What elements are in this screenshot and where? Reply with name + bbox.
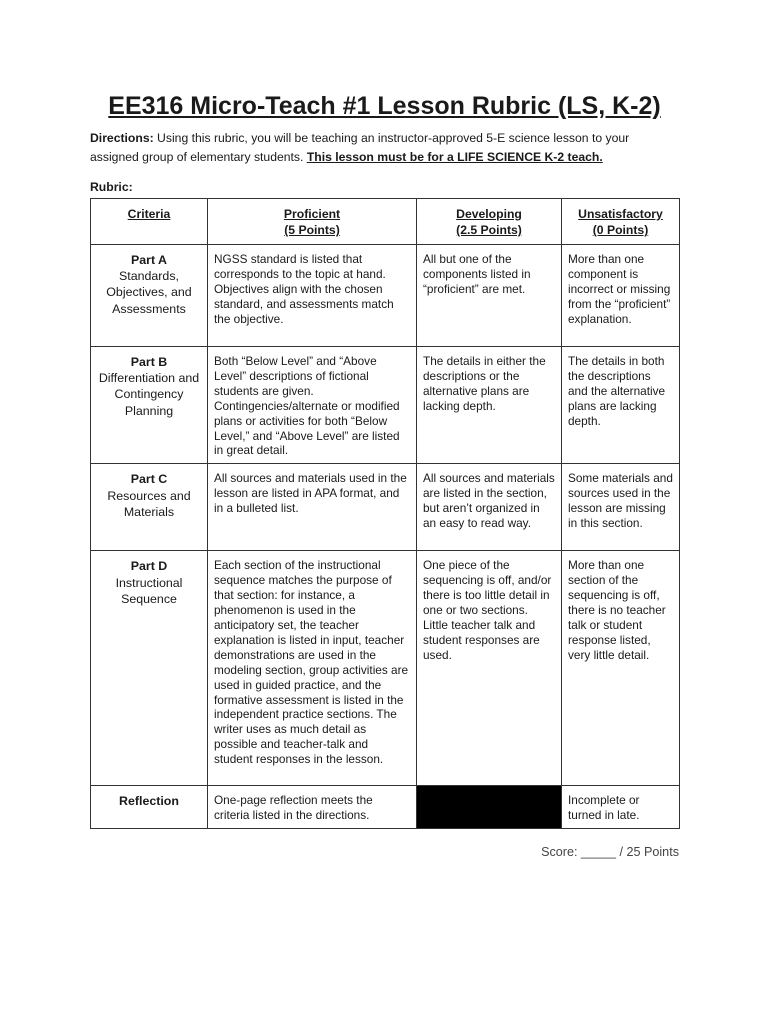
criteria-cell — [91, 245, 208, 347]
unsatisfactory-cell: More than one section of the sequencing is off, there is no teacher talk or student response listed, very little detail. — [562, 551, 680, 786]
part-label: Part B — [130, 355, 168, 369]
header-proficient-points: (5 Points) — [284, 223, 340, 237]
part-label: Part D — [130, 559, 168, 574]
header-row — [91, 199, 680, 245]
directions-paragraph — [90, 129, 679, 166]
header-unsatisfactory-points: (0 Points) — [592, 223, 649, 237]
rubric-table — [90, 198, 680, 829]
unsatisfactory-cell: The details in both the descriptions and the alternative plans are lacking depth. — [562, 347, 680, 464]
criteria-cell — [91, 786, 208, 829]
directions-emphasis: This lesson must be for a LIFE SCIENCE K-2 teach. — [306, 149, 603, 164]
page-title: EE316 Micro-Teach #1 Lesson Rubric (LS, K-2) — [108, 92, 661, 120]
rubric-page — [90, 92, 679, 865]
proficient-cell: NGSS standard is listed that corresponds to the topic at hand. Objectives align with the chosen standard, and assessments match the objective. — [208, 245, 417, 347]
part-label: Part C — [130, 472, 168, 487]
blackout-cell — [417, 786, 562, 829]
table-row-reflection — [91, 786, 680, 829]
header-unsatisfactory-label: Unsatisfactory — [578, 207, 663, 221]
header-criteria — [91, 199, 208, 245]
score-line: Score: _____ / 25 Points — [541, 845, 679, 860]
rubric-label: Rubric: — [90, 180, 133, 194]
proficient-cell: All sources and materials used in the lesson are listed in APA format, and in a bulleted list. — [208, 464, 417, 551]
part-label: Part A — [130, 253, 168, 267]
criteria-name: Instructional Sequence — [115, 575, 183, 606]
part-label: Reflection — [119, 794, 179, 809]
header-developing-points: (2.5 Points) — [456, 223, 522, 237]
developing-cell: One piece of the sequencing is off, and/or there is too little detail in one or two sections. Little teacher talk and student responses are used. — [417, 551, 562, 786]
header-proficient — [208, 199, 417, 245]
table-row-part-b — [91, 347, 680, 464]
directions-label: Directions: — [90, 131, 154, 145]
criteria-cell — [91, 347, 208, 464]
header-developing — [417, 199, 562, 245]
directions-text: Using this rubric, you will be teaching an instructor-approved 5-E science lesson to your assigned group of elementary students. — [90, 131, 630, 164]
unsatisfactory-cell: Some materials and sources used in the lesson are missing in this section. — [562, 464, 680, 551]
proficient-cell: One-page reflection meets the criteria listed in the directions. — [208, 786, 417, 829]
table-row-part-c — [91, 464, 680, 551]
header-criteria-label: Criteria — [127, 207, 171, 221]
criteria-cell — [91, 551, 208, 786]
proficient-cell: Each section of the instructional sequence matches the purpose of that section: for instance, a phenomenon is used in the anticipatory set, the teacher explanation is listed in input, teacher demonstrations are used in the modeling section, group activities are used in guided practice, and the formative assessment is listed in the independent practice sections. The writer uses as much detail as possible and teacher-talk and student responses in the lesson. — [208, 551, 417, 786]
criteria-name: Differentiation and Contingency Planning — [98, 371, 200, 418]
criteria-name: Standards, Objectives, and Assessments — [106, 269, 192, 316]
developing-cell: All sources and materials are listed in the section, but aren’t organized in an easy to read way. — [417, 464, 562, 551]
unsatisfactory-cell: Incomplete or turned in late. — [562, 786, 680, 829]
table-row-part-d — [91, 551, 680, 786]
score-area — [90, 845, 679, 865]
developing-cell: The details in either the descriptions or the alternative plans are lacking depth. — [417, 347, 562, 464]
unsatisfactory-cell: More than one component is incorrect or missing from the “proficient” explanation. — [562, 245, 680, 347]
header-proficient-label: Proficient — [283, 207, 341, 221]
criteria-cell — [91, 464, 208, 551]
proficient-cell: Both “Below Level” and “Above Level” descriptions of fictional students are given. Contingencies/alternate or modified plans or activities for both “Below Level,” and “Above Level” are listed in great detail. — [208, 347, 417, 464]
developing-cell: All but one of the components listed in “proficient” are met. — [417, 245, 562, 347]
criteria-name: Resources and Materials — [107, 488, 191, 519]
header-developing-label: Developing — [456, 207, 522, 221]
table-row-part-a — [91, 245, 680, 347]
header-unsatisfactory — [562, 199, 680, 245]
